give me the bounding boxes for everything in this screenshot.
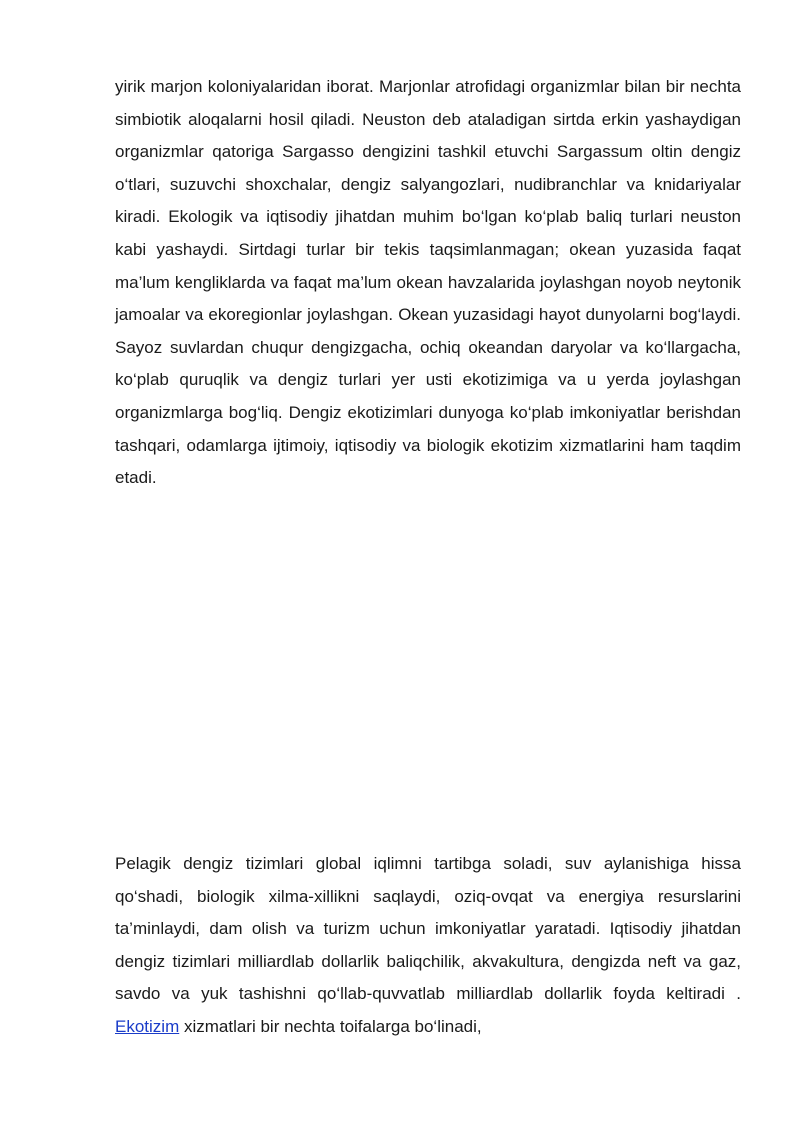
paragraph-pelagic-systems (115, 848, 741, 1044)
paragraph-marine-ecosystems: yirik marjon koloniyalaridan iborat. Marjonlar atrofidagi organizmlar bilan bir nechta simbiotik aloqalarni hosil qiladi. Neuston deb ataladigan sirtda erkin yashaydigan organizmlar qatoriga Sargasso dengizini tashkil etuvchi Sargassum oltin dengiz o‘tlari, suzuvchi shoxchalar, dengiz salyangozlari, nudibranchlar va knidariyalar kiradi. Ekologik va iqtisodiy jihatdan muhim bo‘lgan ko‘plab baliq turlari neuston kabi yashaydi. Sirtdagi turlar bir tekis taqsimlanmagan; okean yuzasida faqat ma’lum kengliklarda va faqat ma’lum okean havzalarida joylashgan noyob neytonik jamoalar va ekoregionlar joylashgan. Okean yuzasidagi hayot dunyolarni bog‘laydi. Sayoz suvlardan chuqur dengizgacha, ochiq okeandan daryolar va ko‘llargacha, ko‘plab quruqlik va dengiz turlari yer usti ekotizimiga va u yerda joylashgan organizmlarga bog‘liq. Dengiz ekotizimlari dunyoga ko‘plab imkoniyatlar berishdan tashqari, odamlarga ijtimoiy, iqtisodiy va biologik ekotizim xizmatlarini ham taqdim etadi. (115, 77, 741, 488)
paragraph-text-before-link: Pelagik dengiz tizimlari global iqlimni tartibga soladi, suv aylanishiga hissa qo‘shadi, biologik xilma-xillikni saqlaydi, oziq-ovqat va energiya resurslarini ta’minlaydi, dam olish va turizm uchun imkoniyatlar yaratadi. Iqtisodiy jihatdan dengiz tizimlari milliardlab dollarlik baliqchilik, akvakultura, dengizda neft va gaz, savdo va yuk tashishni qo‘llab-quvvatlab milliardlab dollarlik foyda keltiradi . (115, 854, 741, 1004)
ekotizim-link[interactable]: Ekotizim (115, 1016, 180, 1036)
paragraph-text-after-link: xizmatlari bir nechta toifalarga bo‘linadi, (179, 1016, 482, 1036)
